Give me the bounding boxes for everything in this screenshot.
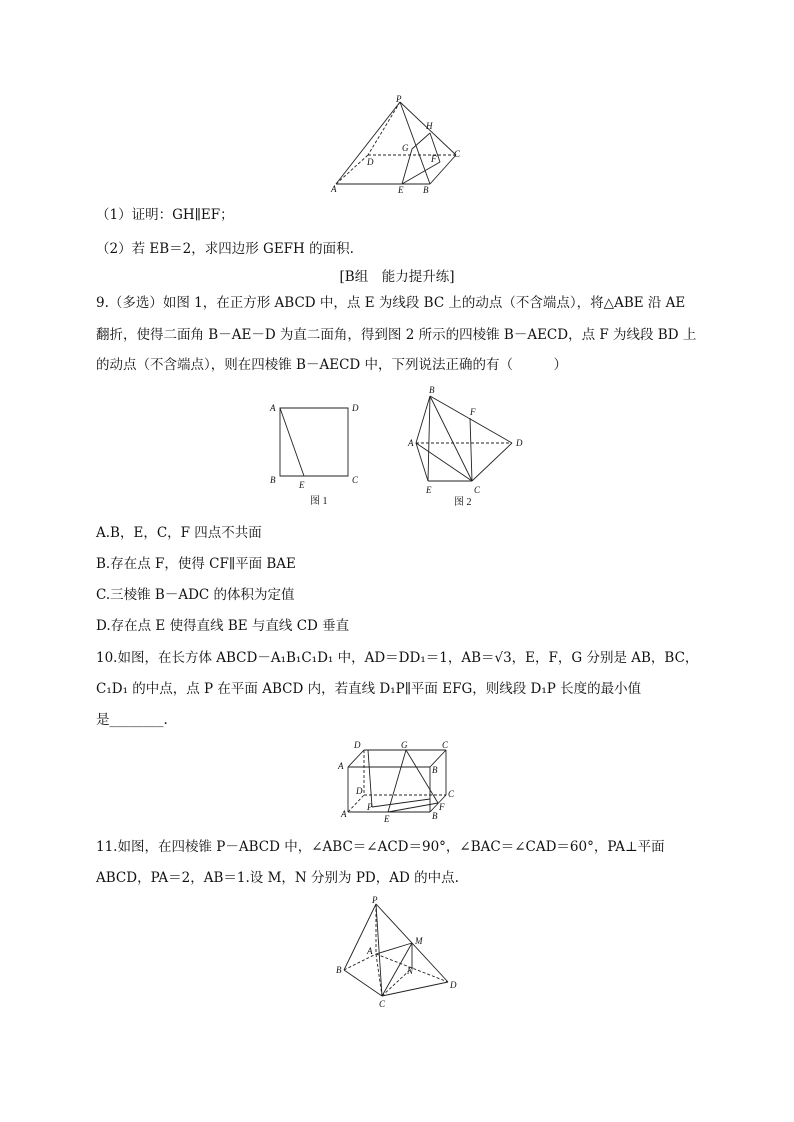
vertex-label-a: A — [367, 946, 373, 956]
pyramid-figure-q11 — [330, 892, 470, 1010]
vertex-label-g: G — [402, 143, 409, 153]
vertex-label-d: D — [516, 438, 523, 448]
q10-line2: C₁D₁ 的中点，点 P 在平面 ABCD 内，若直线 D₁P∥平面 EFG，则线段 D₁P 长度的最小值 — [96, 681, 642, 697]
figure-1-caption: 图 1 — [310, 496, 328, 507]
vertex-label-a: A — [341, 809, 347, 819]
vertex-label-c: C — [352, 475, 359, 485]
vertex-label-f: F — [431, 154, 437, 164]
vertex-label-b: B — [336, 965, 342, 975]
vertex-label-a1: A — [338, 761, 344, 771]
square-figure-1 — [268, 398, 368, 513]
vertex-label-c1: C — [442, 740, 449, 750]
vertex-label-f: F — [439, 802, 445, 812]
vertex-label-e: E — [384, 814, 390, 824]
q8-part2: （2）若 EB＝2，求四边形 GEFH 的面积. — [96, 241, 354, 257]
vertex-label-b: B — [432, 811, 438, 821]
vertex-label-c: C — [474, 485, 481, 495]
q9-option-d: D.存在点 E 使得直线 BE 与直线 CD 垂直 — [96, 618, 350, 634]
vertex-label-c: C — [448, 789, 455, 799]
vertex-label-d: D — [450, 980, 457, 990]
figure-2-caption: 图 2 — [454, 497, 472, 508]
vertex-label-b: B — [429, 385, 435, 395]
vertex-label-p: P — [367, 802, 373, 812]
q9-line3: 的动点（不含端点），则在四棱锥 B－AECD 中，下列说法正确的有（ ） — [96, 357, 568, 373]
q9-option-c: C.三棱锥 B－ADC 的体积为定值 — [96, 587, 295, 603]
vertex-label-f: F — [470, 407, 476, 417]
q10-line3: 是________. — [96, 712, 168, 728]
q9-line2: 翻折，使得二面角 B－AE－D 为直二面角，得到图 2 所示的四棱锥 B－AECD，点 F 为线段 BD 上 — [96, 327, 697, 343]
q11-line1: 11.如图，在四棱锥 P－ABCD 中，∠ABC＝∠ACD＝90°，∠BAC＝∠CAD＝60°，PA⊥平面 — [96, 839, 665, 855]
vertex-label-a: A — [408, 438, 414, 448]
vertex-label-e: E — [398, 185, 404, 195]
cuboid-figure-q10 — [338, 737, 458, 827]
vertex-label-d: D — [356, 786, 363, 796]
vertex-label-e: E — [299, 480, 305, 490]
q11-line2: ABCD，PA＝2，AB＝1.设 M，N 分别为 PD，AD 的中点. — [96, 870, 459, 886]
vertex-label-m: M — [415, 936, 423, 946]
vertex-label-d1: D — [354, 740, 361, 750]
vertex-label-b: B — [423, 185, 429, 195]
vertex-label-p: P — [372, 895, 378, 905]
vertex-label-b: B — [270, 475, 276, 485]
pyramid-figure-2 — [404, 383, 534, 513]
vertex-label-g: G — [401, 740, 408, 750]
section-title: [B组 能力提升练] — [339, 269, 455, 285]
vertex-label-e: E — [426, 485, 432, 495]
vertex-label-d: D — [352, 403, 359, 413]
vertex-label-n: N — [407, 966, 414, 976]
vertex-label-a: A — [331, 184, 337, 194]
pyramid-figure-q8 — [330, 95, 470, 195]
q9-option-b: B.存在点 F，使得 CF∥平面 BAE — [96, 556, 296, 572]
q8-part1: （1）证明：GH∥EF； — [96, 207, 234, 223]
vertex-label-c: C — [454, 149, 461, 159]
q9-line1: 9.（多选）如图 1，在正方形 ABCD 中，点 E 为线段 BC 上的动点（不含端点），将△ABE 沿 AE — [96, 295, 686, 311]
vertex-label-h: H — [426, 121, 433, 131]
vertex-label-d: D — [367, 157, 374, 167]
vertex-label-c: C — [379, 999, 386, 1009]
vertex-label-p: P — [396, 94, 402, 104]
vertex-label-b1: B — [432, 765, 438, 775]
q9-option-a: A.B，E，C，F 四点不共面 — [96, 525, 262, 541]
vertex-label-a: A — [270, 403, 276, 413]
q10-line1: 10.如图，在长方体 ABCD－A₁B₁C₁D₁ 中，AD＝DD₁＝1，AB＝√3，E，F，G 分别是 AB，BC， — [96, 650, 699, 666]
